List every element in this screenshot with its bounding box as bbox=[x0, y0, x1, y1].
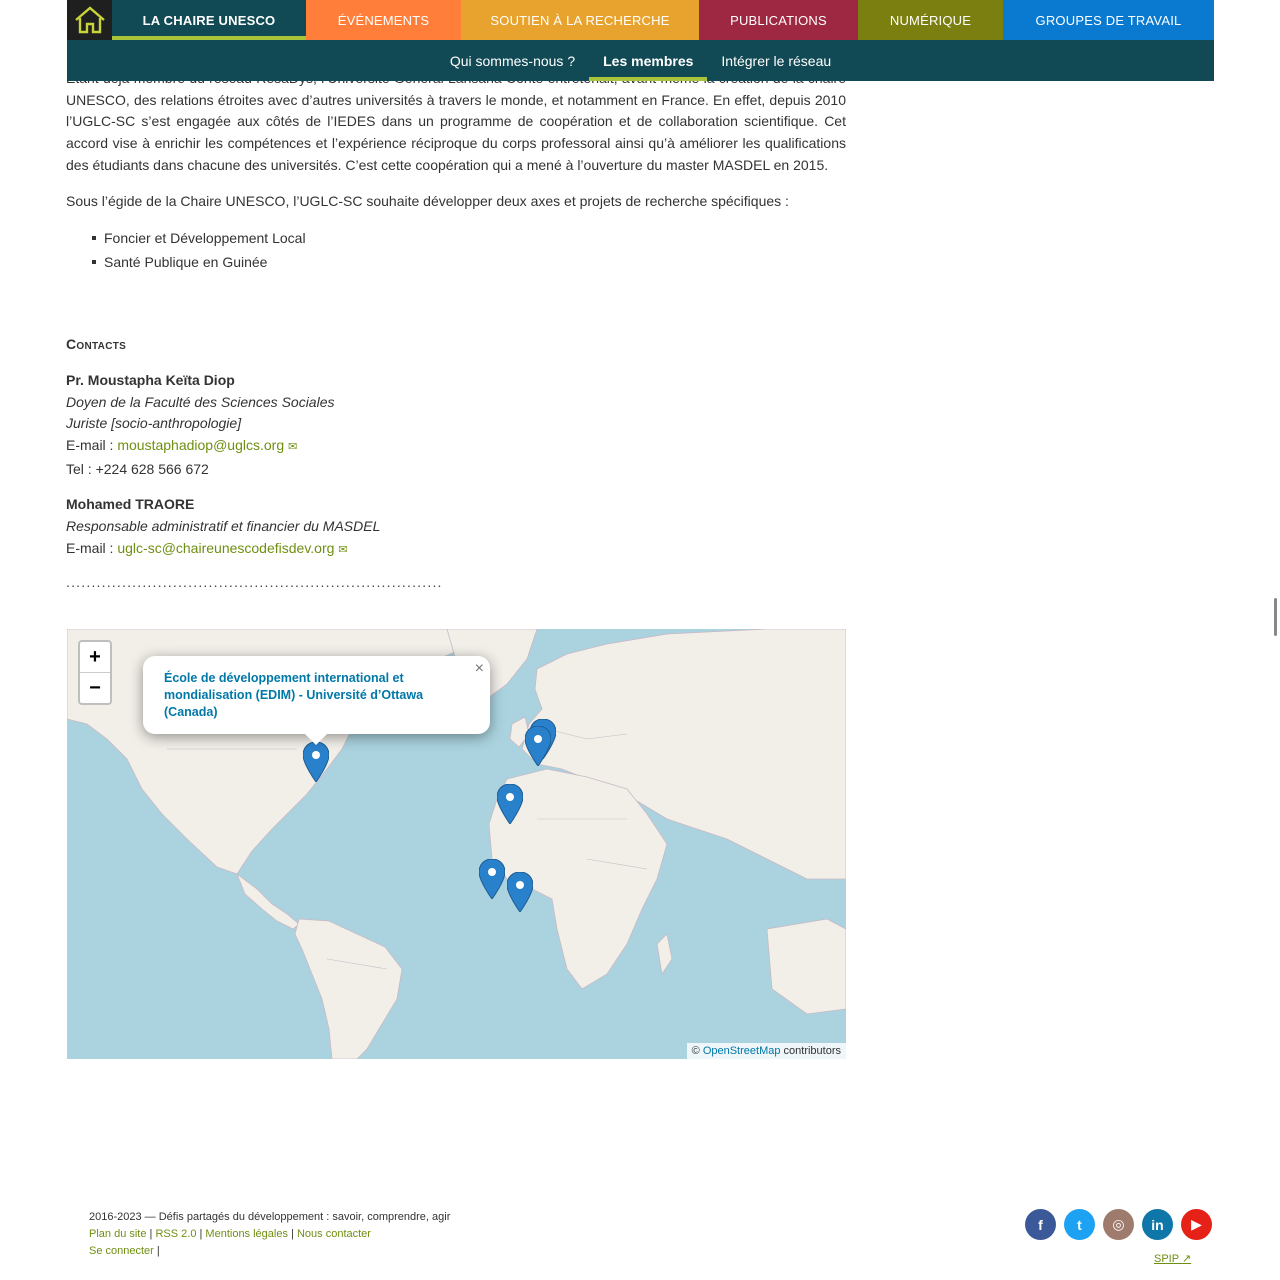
axes-intro: Sous l’égide de la Chaire UNESCO, l’UGLC-SC souhaite développer deux axes et projets de recherche spécifiques : bbox=[66, 192, 789, 209]
contact-role: Responsable administratif et financier du MASDEL bbox=[66, 518, 381, 535]
footer-link-plan[interactable]: Plan du site bbox=[89, 1228, 147, 1240]
axes-list bbox=[66, 226, 846, 274]
social-links bbox=[1025, 1209, 1212, 1240]
email-label: E-mail : bbox=[66, 539, 118, 556]
login-link[interactable]: Se connecter bbox=[89, 1245, 154, 1257]
contacts-heading: Contacts bbox=[66, 336, 127, 353]
email-label: E-mail : bbox=[66, 437, 118, 454]
contact-role: Juriste [socio-anthropologie] bbox=[66, 415, 242, 432]
list-item: Santé Publique en Guinée bbox=[104, 250, 846, 274]
footer-link-mentions[interactable]: Mentions légales bbox=[205, 1228, 288, 1240]
map-attribution: © OpenStreetMap contributors bbox=[687, 1043, 846, 1059]
home-icon bbox=[73, 5, 107, 35]
map-marker-paris[interactable] bbox=[525, 726, 551, 766]
nav-item-chaire[interactable]: LA CHAIRE UNESCO bbox=[112, 0, 306, 40]
zoom-out-button[interactable]: − bbox=[80, 672, 110, 703]
footer-links: Plan du site | RSS 2.0 | Mentions légales | Nous contacter bbox=[89, 1228, 371, 1240]
map-marker-guinea[interactable] bbox=[479, 859, 505, 899]
contact-phone: Tel : +224 628 566 672 bbox=[66, 460, 209, 477]
sub-navigation bbox=[67, 40, 1214, 81]
contact-name: Mohamed TRAORE bbox=[66, 496, 195, 513]
twitter-icon[interactable]: t bbox=[1064, 1209, 1095, 1240]
contact-role: Doyen de la Faculté des Sciences Sociales bbox=[66, 393, 335, 410]
nav-item-groupes[interactable]: GROUPES DE TRAVAIL bbox=[1003, 0, 1214, 40]
zoom-in-button[interactable]: + bbox=[89, 646, 101, 668]
map-marker-ivory-coast[interactable] bbox=[507, 872, 533, 912]
contact-name: Pr. Moustapha Keïta Diop bbox=[66, 371, 235, 388]
popup-tip bbox=[304, 733, 328, 745]
nav-item-numerique[interactable]: NUMÉRIQUE bbox=[858, 0, 1003, 40]
scrollbar-thumb[interactable] bbox=[1274, 598, 1277, 636]
footer-copyright: 2016-2023 — Défis partagés du développement : savoir, comprendre, agir bbox=[89, 1211, 451, 1223]
tab-qui-sommes-nous[interactable]: Qui sommes-nous ? bbox=[449, 52, 576, 69]
mail-icon: ✉ bbox=[288, 441, 298, 454]
nav-item-publications[interactable]: PUBLICATIONS bbox=[699, 0, 858, 40]
map-marker-morocco[interactable] bbox=[497, 784, 523, 824]
email-link[interactable]: uglc-sc@chaireunescodefisdev.org ✉ bbox=[117, 539, 348, 556]
instagram-icon[interactable]: ◎ bbox=[1103, 1209, 1134, 1240]
map-marker-ottawa[interactable] bbox=[303, 742, 329, 782]
contact-card bbox=[66, 494, 846, 561]
nav-item-soutien[interactable]: SOUTIEN À LA RECHERCHE bbox=[461, 0, 699, 40]
email-link[interactable]: moustaphadiop@uglcs.org ✉ bbox=[117, 437, 298, 454]
footer-link-rss[interactable]: RSS 2.0 bbox=[155, 1228, 197, 1240]
footer: 2016-2023 — Défis partagés du développement : savoir, comprendre, agir Plan du site | RSS 2.0 | Mentions légales | Nous contacter Se connecter | bbox=[89, 1211, 451, 1257]
facebook-icon[interactable]: f bbox=[1025, 1209, 1056, 1240]
map-popup bbox=[143, 656, 490, 734]
nav-item-evenements[interactable]: ÉVÉNEMENTS bbox=[306, 0, 461, 40]
members-map[interactable] bbox=[67, 629, 846, 1059]
osm-link[interactable]: OpenStreetMap bbox=[702, 1045, 781, 1057]
contact-card bbox=[66, 370, 846, 481]
close-icon[interactable]: × bbox=[474, 660, 484, 677]
list-item: Foncier et Développement Local bbox=[104, 226, 846, 250]
intro-paragraph: UNESCO, des relations étroites avec d’autres universités à travers le monde, et notamment en France. En effet, depuis 2010 l’UGLC-SC s’est engagée aux côtés de l’IEDES dans un programme de coopération et de collaboration scientifique. Cet accord vise à enrichir les compétences et l’expérience réciproque du corps professoral ainsi qu’à améliorer les qualifications des étudiants dans chacune des universités. C’est cette coopération qui a mené à l’ouverture du master MASDEL en 2015. bbox=[66, 91, 846, 173]
tab-les-membres[interactable]: Les membres bbox=[589, 40, 707, 81]
home-button[interactable] bbox=[67, 0, 112, 40]
footer-link-contact[interactable]: Nous contacter bbox=[296, 1228, 371, 1240]
popup-link[interactable]: École de développement international et mondialisation (EDIM) - Université d’Ottawa (Canada) bbox=[164, 671, 424, 719]
main-navigation bbox=[67, 0, 1214, 40]
mail-icon: ✉ bbox=[338, 543, 348, 556]
zoom-control bbox=[78, 640, 112, 705]
youtube-icon[interactable]: ▶ bbox=[1181, 1209, 1212, 1240]
article-content bbox=[66, 68, 846, 593]
dotted-separator: .......................................................................... bbox=[66, 573, 443, 590]
spip-link[interactable]: SPIP ↗ bbox=[1154, 1253, 1192, 1265]
linkedin-icon[interactable]: in bbox=[1142, 1209, 1173, 1240]
tab-integrer-reseau[interactable]: Intégrer le réseau bbox=[721, 52, 832, 69]
